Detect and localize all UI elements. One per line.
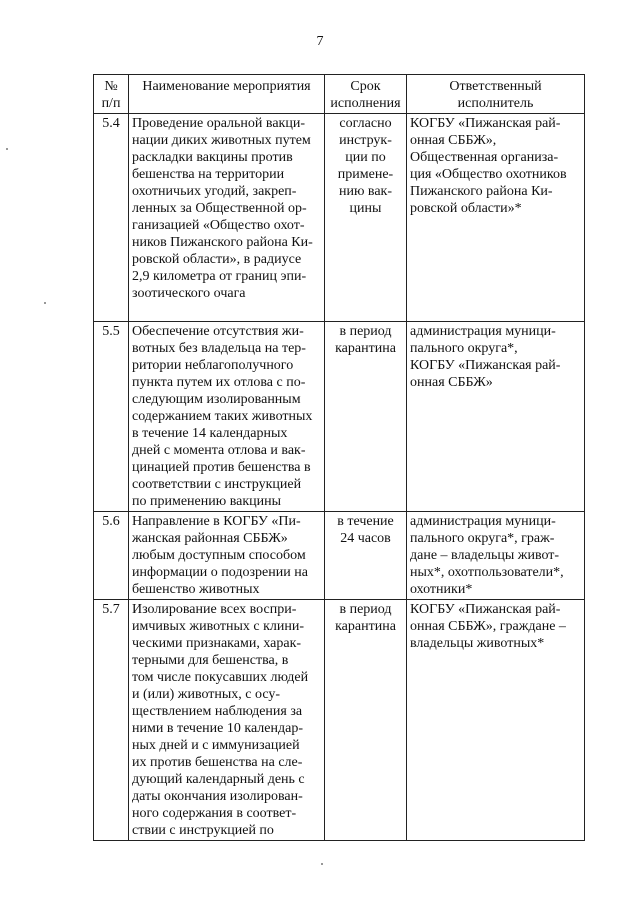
text-line: нации диких животных путем (132, 133, 311, 148)
text-line: администрация муници- (410, 514, 556, 529)
text-line: имчивых животных с клини- (132, 619, 305, 634)
text-line: владельцы животных* (410, 636, 545, 651)
measure-executor (407, 322, 585, 512)
text-line: по применению вакцины (132, 494, 282, 509)
text-line: ними в течение 10 календар- (132, 721, 304, 736)
text-line: Проведение оральной вакци- (132, 116, 305, 131)
text-line: пального округа*, граж- (410, 531, 555, 546)
text-line: нию вак- (338, 184, 393, 199)
measure-term (325, 322, 407, 512)
text-line: ции по (345, 150, 386, 165)
text-line: ция «Общество охотников (410, 167, 567, 182)
text-line: бешенства на территории (132, 167, 285, 182)
text-line: Обеспечение отсутствия жи- (132, 324, 304, 339)
header-num (94, 75, 129, 114)
text-line: ровской области»* (410, 201, 522, 216)
header-term (325, 75, 407, 114)
text-line: ритории неблагополучного (132, 358, 294, 373)
row-number: 5.7 (94, 600, 129, 841)
text-line: дней с момента отлова и вак- (132, 443, 306, 458)
text-line: раскладки вакцины против (132, 150, 293, 165)
table-row (94, 114, 585, 322)
measure-term (325, 600, 407, 841)
measure-term (325, 114, 407, 322)
text-line: охотничьих угодий, закреп- (132, 184, 297, 199)
text-line: ных*, охотпользователи*, (410, 565, 564, 580)
text-line: вотных без владельца на тер- (132, 341, 306, 356)
text-line: ществлением наблюдения за (132, 704, 303, 719)
scan-speck (6, 148, 8, 150)
text-line: в течение 14 календарных (132, 426, 288, 441)
header-executor (407, 75, 585, 114)
text-line: карантина (335, 341, 396, 356)
text-line: примене- (337, 167, 394, 182)
text-line: карантина (335, 619, 396, 634)
text-line: дующий календарный день с (132, 772, 305, 787)
text-line: ствии с инструкцией по (132, 823, 274, 838)
text-line: п/п (101, 96, 121, 111)
text-line: КОГБУ «Пижанская рай- (410, 116, 561, 131)
measure-name (129, 114, 325, 322)
text-line: в период (339, 602, 392, 617)
text-line: том числе покусавших людей (132, 670, 309, 685)
measure-name (129, 600, 325, 841)
text-line: исполнитель (457, 96, 534, 111)
row-number: 5.5 (94, 322, 129, 512)
text-line: ганизацией «Общество охот- (132, 218, 305, 233)
text-line: ческими признаками, харак- (132, 636, 302, 651)
table-row (94, 600, 585, 841)
text-line: следующим изолированным (132, 392, 301, 407)
row-number: 5.6 (94, 512, 129, 600)
text-line: инструк- (339, 133, 392, 148)
text-line: зоотического очага (132, 286, 246, 301)
text-line: 24 часов (340, 531, 391, 546)
scan-speck (44, 302, 46, 304)
measure-name (129, 322, 325, 512)
text-line: онная СББЖ» (410, 375, 493, 390)
text-line: ленных за Общественной ор- (132, 201, 307, 216)
text-line: ного содержания в соответ- (132, 806, 297, 821)
text-line: Изолирование всех воспри- (132, 602, 297, 617)
row-number: 5.4 (94, 114, 129, 322)
text-line: соответствии с инструкцией (132, 477, 302, 492)
measure-executor (407, 512, 585, 600)
text-line: пункта путем их отлова с по- (132, 375, 306, 390)
text-line: Направление в КОГБУ «Пи- (132, 514, 301, 529)
text-line: согласно (339, 116, 392, 131)
text-line: в течение (337, 514, 394, 529)
text-line: онная СББЖ», (410, 133, 497, 148)
text-line: КОГБУ «Пижанская рай- (410, 602, 561, 617)
text-line: в период (339, 324, 392, 339)
text-line: КОГБУ «Пижанская рай- (410, 358, 561, 373)
table-row (94, 512, 585, 600)
measure-term (325, 512, 407, 600)
text-line: Наименование мероприятия (142, 79, 311, 94)
text-line: пального округа*, (410, 341, 518, 356)
text-line: администрация муници- (410, 324, 556, 339)
table-header-row (94, 75, 585, 114)
text-line: даты окончания изолирован- (132, 789, 303, 804)
text-line: Срок (350, 79, 381, 94)
text-line: Пижанского района Ки- (410, 184, 553, 199)
text-line: дане – владельцы живот- (410, 548, 560, 563)
text-line: Общественная организа- (410, 150, 559, 165)
page-number: 7 (316, 34, 324, 49)
measure-executor (407, 114, 585, 322)
text-line: терными для бешенства, в (132, 653, 289, 668)
text-line: ников Пижанского района Ки- (132, 235, 313, 250)
text-line: онная СББЖ», граждане – (410, 619, 566, 634)
text-line: их против бешенства на сле- (132, 755, 303, 770)
text-line: № (104, 79, 118, 94)
text-line: ных дней и с иммунизацией (132, 738, 300, 753)
text-line: содержанием таких животных (132, 409, 313, 424)
text-line: жанская районная СББЖ» (132, 531, 288, 546)
text-line: цины (349, 201, 382, 216)
text-line: Ответственный (449, 79, 542, 94)
scan-speck (321, 863, 323, 865)
text-line: 2,9 километра от границ эпи- (132, 269, 307, 284)
table-row (94, 322, 585, 512)
text-line: информации о подозрении на (132, 565, 308, 580)
text-line: бешенство животных (132, 582, 260, 597)
text-line: и (или) животных, с осу- (132, 687, 281, 702)
text-line: охотники* (410, 582, 473, 597)
header-name (129, 75, 325, 114)
text-line: исполнения (330, 96, 401, 111)
measure-name (129, 512, 325, 600)
text-line: цинацией против бешенства в (132, 460, 311, 475)
text-line: ровской области», в радиусе (132, 252, 302, 267)
measures-table (93, 74, 585, 841)
measure-executor (407, 600, 585, 841)
text-line: любым доступным способом (132, 548, 306, 563)
